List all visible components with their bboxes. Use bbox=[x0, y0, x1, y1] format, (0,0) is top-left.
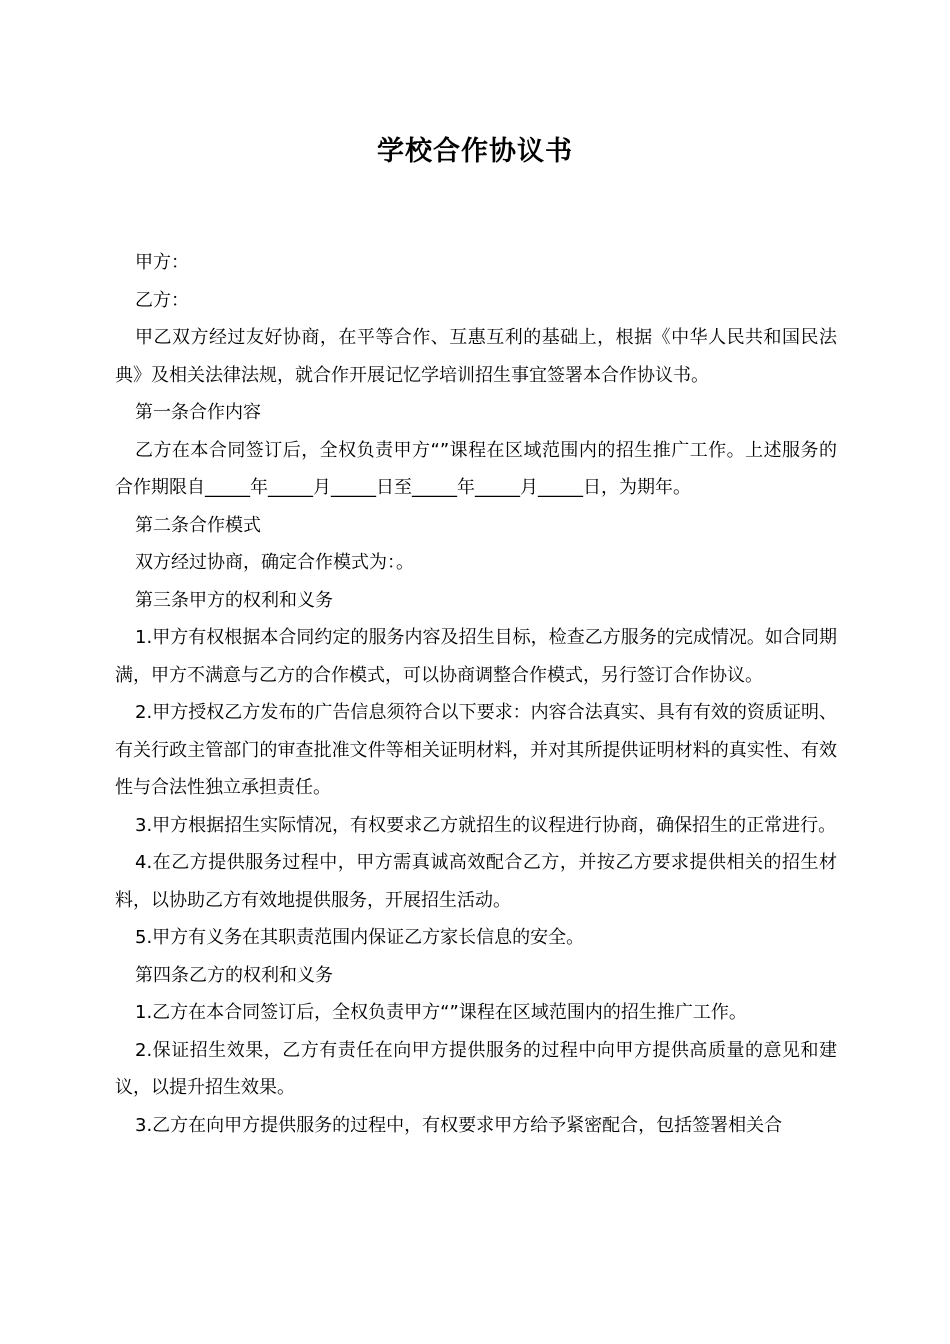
article-3-item-1: 1.甲方有权根据本合同约定的服务内容及招生目标，检查乙方服务的完成情况。如合同期满，甲方不满意与乙方的合作模式，可以协商调整合作模式，另行签订合作协议。 bbox=[115, 627, 837, 686]
article-4-item-1: 1.乙方在本合同签订后，全权负责甲方“”课程在区域范围内的招生推广工作。 bbox=[135, 1002, 747, 1023]
article-2-paragraph: 双方经过协商，确定合作模式为：。 bbox=[135, 552, 414, 573]
article-1-paragraph: 乙方在本合同签订后，全权负责甲方“”课程在区域范围内的招生推广工作。上述服务的合作期限自_____年_____月_____日至_____年_____月_____日，为期年。 bbox=[115, 439, 837, 498]
document-title: 学校合作协议书 bbox=[377, 136, 573, 167]
article-3-item-2: 2.甲方授权乙方发布的广告信息须符合以下要求：内容合法真实、具有有效的资质证明、有关行政主管部门的审查批准文件等相关证明材料，并对其所提供证明材料的真实性、有效性与合法性独立承担责任。 bbox=[115, 702, 837, 798]
party-a-line: 甲方： bbox=[135, 252, 189, 273]
article-3-item-3: 3.甲方根据招生实际情况，有权要求乙方就招生的议程进行协商，确保招生的正常进行。 bbox=[135, 814, 837, 836]
party-b-line: 乙方： bbox=[135, 289, 189, 311]
article-3-item-4: 4.在乙方提供服务过程中，甲方需真诚高效配合乙方，并按乙方要求提供相关的招生材料，以协助乙方有效地提供服务，开展招生活动。 bbox=[115, 852, 837, 911]
article-4-item-2: 2.保证招生效果，乙方有责任在向甲方提供服务的过程中向甲方提供高质量的意见和建议，以提升招生效果。 bbox=[115, 1039, 837, 1098]
article-1-heading: 第一条合作内容 bbox=[135, 402, 261, 423]
article-3-item-5: 5.甲方有义务在其职责范围内保证乙方家长信息的安全。 bbox=[135, 927, 585, 948]
preamble-paragraph: 甲乙双方经过友好协商，在平等合作、互惠互利的基础上，根据《中华人民共和国民法典》及相关法律法规，就合作开展记忆学培训招生事宜签署本合作协议书。 bbox=[115, 327, 837, 386]
article-4-heading: 第四条乙方的权利和义务 bbox=[135, 964, 333, 986]
document-body bbox=[115, 244, 837, 1144]
article-3-heading: 第三条甲方的权利和义务 bbox=[135, 589, 333, 611]
article-2-heading: 第二条合作模式 bbox=[135, 514, 261, 536]
article-4-item-3: 3.乙方在向甲方提供服务的过程中，有权要求甲方给予紧密配合，包括签署相关合 bbox=[135, 1114, 783, 1136]
